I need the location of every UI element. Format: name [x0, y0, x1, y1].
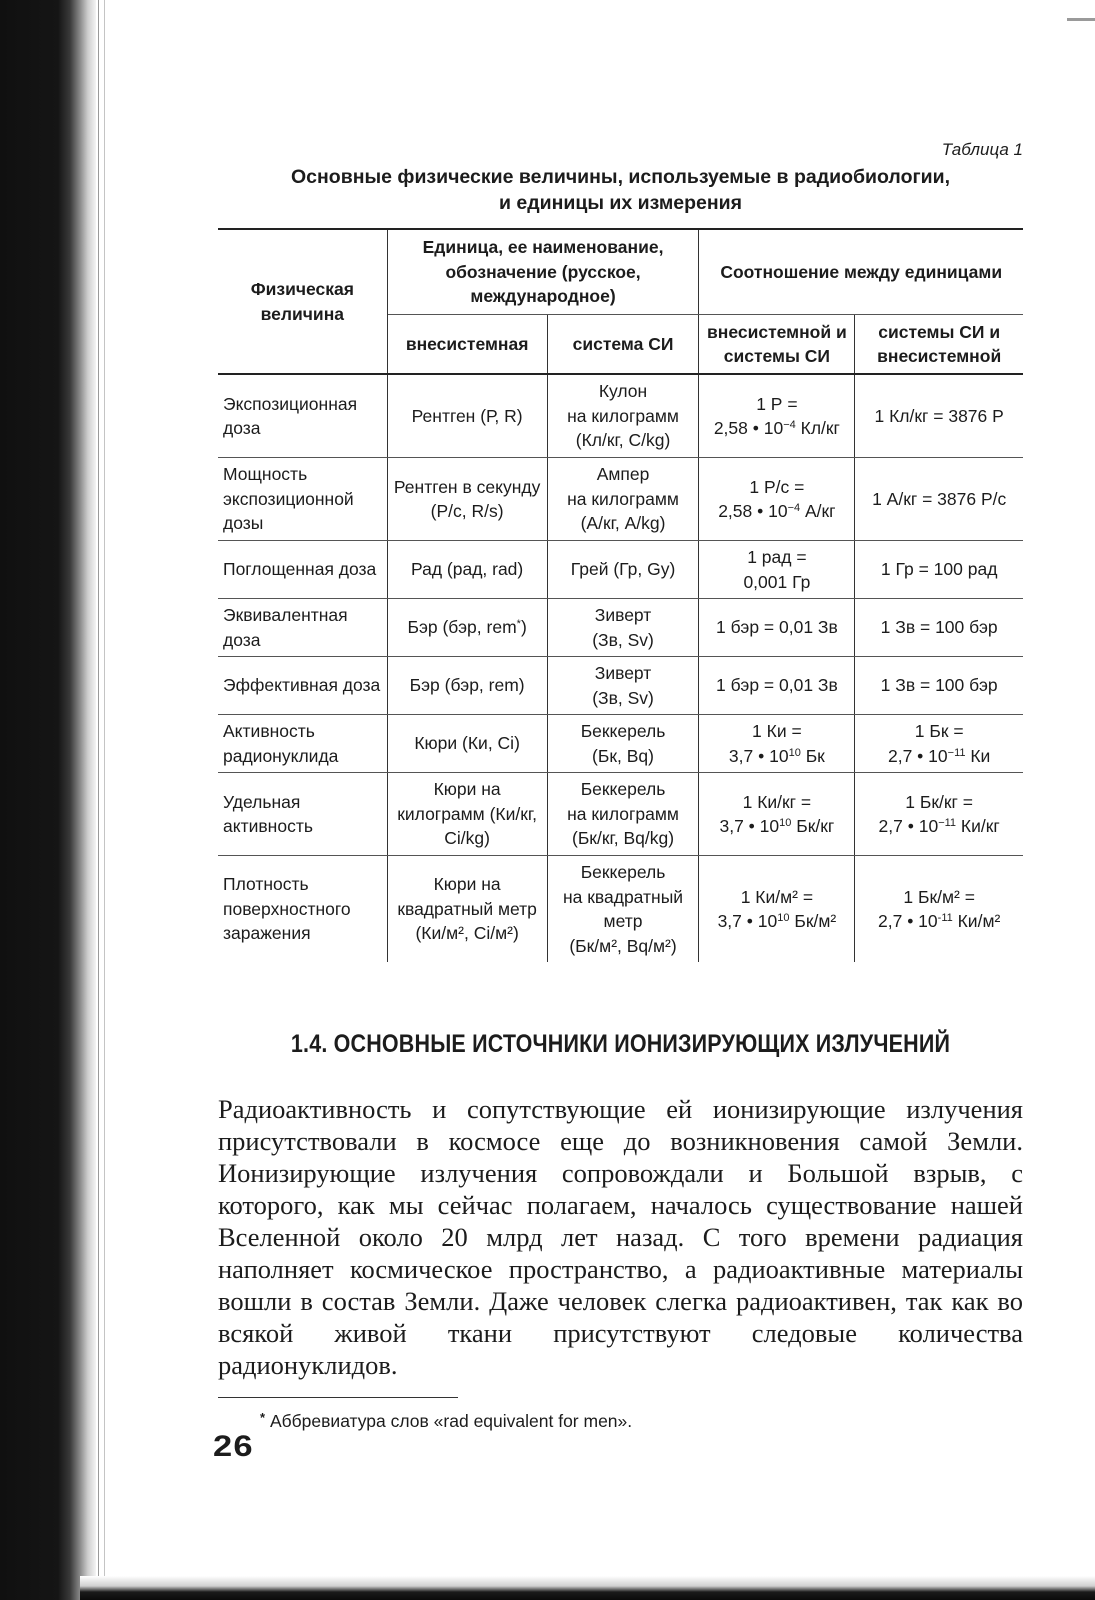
cell-nonsystem-unit: Кюри на килограмм (Ки/кг, Ci/kg): [387, 773, 547, 856]
cell-line: Беккерель: [580, 779, 666, 800]
cell-nonsys-to-si: [699, 773, 855, 856]
unit-text: Бэр (бэр, rem: [407, 617, 517, 638]
section-heading: 1.4. ОСНОВНЫЕ ИСТОЧНИКИ ИОНИЗИРУЮЩИХ ИЗЛУЧЕНИЙ: [290, 1030, 951, 1058]
formula-base: 3,7 • 10: [717, 911, 778, 931]
formula-exponent: −4: [783, 419, 796, 431]
cell-si-to-nonsys: 1 А/кг = 3876 Р/с: [855, 458, 1023, 541]
cell-line: [703, 744, 850, 769]
formula-base: 2,58 • 10: [718, 501, 788, 521]
table-header-row: [218, 229, 1023, 315]
formula-exponent: 10: [779, 817, 792, 829]
table-row: [218, 374, 1023, 458]
cell-quantity: Активность радионуклида: [218, 715, 387, 773]
cell-nonsystem-unit: [387, 599, 547, 657]
cell-nonsystem-unit: Рад (рад, rad): [387, 541, 547, 599]
formula-exponent: −11: [947, 746, 966, 759]
body-paragraph: Радиоактивность и сопутствующие ей ионизирующие излучения присутствовали в космосе еще до возникновения самой Земли. Ионизирующие излучения сопровождали и Большой взрыв, с которого, как мы сейчас полагаем, началось существование нашей Вселенной около 20 млрд лет назад. С того времени радиация наполняет космическое пространство, а радиоактивные материалы вошли в состав Земли. Даже человек слегка радиоактивен, так как во всякой живой ткани присутствуют следовые количества радионуклидов.: [218, 1094, 1023, 1380]
cell-line: на килограмм: [567, 803, 679, 824]
cell-line: (Зв, Sv): [592, 629, 654, 650]
cell-line: Кюри на квадратный метр: [397, 874, 537, 919]
cell-line: 1 Ки/м² =: [740, 886, 814, 907]
table-title-line: и единицы их измерения: [498, 192, 743, 214]
cell-nonsys-to-si: [699, 374, 855, 458]
formula-unit: Ки: [965, 745, 991, 766]
cell-line: [859, 909, 1019, 934]
cell-line: [859, 744, 1019, 769]
formula-unit: А/кг: [800, 501, 836, 521]
cell-quantity: Плотность поверхностного заражения: [218, 856, 387, 963]
cell-line: Зиверт: [594, 663, 652, 683]
cell-line: Ампер: [596, 464, 650, 485]
cell-line: Зиверт: [594, 605, 652, 625]
cell-si-to-nonsys: 1 Зв = 100 бэр: [855, 599, 1023, 657]
formula-unit: Бк: [800, 745, 825, 766]
header-nonsystem: внесистемная: [387, 315, 547, 375]
page-content: [218, 140, 1023, 1432]
formula-exponent: −11: [938, 817, 957, 829]
unit-text: ): [520, 617, 527, 638]
formula-base: 2,7 • 10: [878, 911, 938, 931]
formula-exponent: 10: [777, 912, 790, 924]
cell-line: (Ки/м², Ci/м²): [415, 923, 519, 944]
formula-unit: Кл/кг: [795, 418, 840, 438]
table-title: [218, 164, 1023, 216]
cell-nonsystem-unit: Кюри (Ки, Ci): [387, 715, 547, 773]
cell-line: 1 Бк =: [914, 721, 964, 741]
header-si-to-nonsys: системы СИ и внесистемной: [855, 315, 1023, 375]
cell-nonsys-to-si: [699, 458, 855, 541]
cell-line: (А/кг, A/kg): [580, 513, 666, 534]
formula-exponent: 10: [788, 746, 801, 759]
cell-line: (Бк, Bq): [592, 745, 654, 766]
formula-base: 2,7 • 10: [878, 816, 939, 836]
cell-quantity: Эквивалентная доза: [218, 599, 387, 657]
footnote: [218, 1410, 1023, 1432]
cell-nonsys-to-si: [699, 856, 855, 963]
formula-base: 3,7 • 10: [728, 745, 789, 766]
cell-line: 0,001 Гр: [743, 571, 811, 592]
cell-line: 1 Ки =: [752, 721, 802, 741]
table-row: [218, 657, 1023, 715]
header-unit-group: Единица, ее наименование, обозначение (русское, международное): [387, 229, 699, 315]
cell-line: (Бк/кг, Bq/kg): [572, 828, 675, 849]
header-ratio-group: Соотношение между единицами: [699, 229, 1023, 315]
cell-line: метр: [603, 911, 643, 931]
cell-si-to-nonsys: 1 Гр = 100 рад: [855, 541, 1023, 599]
cell-nonsys-to-si: 1 бэр = 0,01 Зв: [699, 599, 855, 657]
page-edge-line: [104, 0, 105, 1600]
table-row: [218, 458, 1023, 541]
cell-nonsystem-unit: Бэр (бэр, rem): [387, 657, 547, 715]
cell-line: (Кл/кг, C/kg): [575, 430, 671, 451]
cell-nonsystem-unit: Рентген в секунду (Р/с, R/s): [387, 458, 547, 541]
cell-si-unit: [547, 458, 699, 541]
cell-line: [703, 909, 850, 934]
cell-line: [859, 814, 1019, 839]
cell-line: [703, 814, 850, 839]
formula-base: 3,7 • 10: [719, 816, 780, 836]
cell-line: 1 Р =: [756, 393, 798, 414]
table-row: [218, 541, 1023, 599]
cell-line: Беккерель: [580, 862, 666, 882]
cell-line: (Зв, Sv): [592, 687, 654, 708]
cell-nonsystem-unit: [387, 856, 547, 963]
header-si: система СИ: [547, 315, 699, 375]
cell-si-to-nonsys: [855, 715, 1023, 773]
table-label: Таблица 1: [941, 140, 1023, 159]
units-table: [218, 228, 1023, 962]
cell-si-unit: [547, 657, 699, 715]
cell-quantity: Мощность экспозиционной дозы: [218, 458, 387, 541]
cell-line: (Бк/м², Bq/м²): [569, 935, 677, 956]
cell-line: на килограмм: [567, 405, 679, 426]
formula-exponent: −4: [787, 502, 801, 514]
cell-si-unit: [547, 856, 699, 963]
cell-line: 1 Бк/м² =: [903, 886, 975, 907]
table-row: [218, 773, 1023, 856]
cell-quantity: Удельная активность: [218, 773, 387, 856]
page-bottom-edge: [80, 1576, 1095, 1600]
scan-mark: [1067, 18, 1095, 21]
cell-nonsys-to-si: [699, 541, 855, 599]
cell-line: [703, 499, 850, 524]
formula-unit: Ки/кг: [956, 816, 1000, 836]
cell-quantity: Поглощенная доза: [218, 541, 387, 599]
cell-si-to-nonsys: 1 Кл/кг = 3876 Р: [855, 374, 1023, 458]
cell-nonsystem-unit: Рентген (Р, R): [387, 374, 547, 458]
cell-line: Кулон: [598, 381, 648, 402]
table-title-line: Основные физические величины, используемые в радиобиологии,: [291, 166, 950, 188]
page-edge-line: [98, 0, 99, 1600]
cell-si-unit: [547, 599, 699, 657]
cell-line: 1 рад =: [747, 547, 807, 567]
cell-line: на квадратный: [562, 886, 684, 907]
cell-si-to-nonsys: 1 Зв = 100 бэр: [855, 657, 1023, 715]
cell-si-to-nonsys: [855, 773, 1023, 856]
cell-si-to-nonsys: [855, 856, 1023, 963]
cell-si-unit: [547, 773, 699, 856]
cell-nonsys-to-si: 1 бэр = 0,01 Зв: [699, 657, 855, 715]
cell-quantity: Эффективная доза: [218, 657, 387, 715]
formula-unit: Бк/кг: [791, 816, 835, 836]
cell-line: [703, 416, 850, 441]
header-physical-quantity: Физическая величина: [218, 229, 387, 374]
footnote-ref: *: [516, 618, 521, 631]
formula-unit: Бк/м²: [789, 911, 837, 931]
table-row: [218, 599, 1023, 657]
footnote-text: Аббревиатура слов «rad equivalent for men».: [269, 1411, 633, 1431]
cell-line: 1 Ки/кг =: [742, 791, 812, 812]
cell-line: Беккерель: [580, 721, 666, 741]
footnote-rule: [218, 1397, 458, 1398]
book-spine-shadow: [0, 0, 96, 1600]
cell-si-unit: Грей (Гр, Gy): [547, 541, 699, 599]
formula-base: 2,7 • 10: [887, 745, 948, 766]
table-row: [218, 856, 1023, 963]
formula-base: 2,58 • 10: [713, 418, 784, 438]
cell-line: 1 Бк/кг =: [905, 791, 974, 812]
page-number: 26: [213, 1430, 254, 1463]
footnote-marker: *: [260, 1410, 266, 1425]
header-nonsys-to-si: внесистемной и системы СИ: [699, 315, 855, 375]
cell-si-unit: [547, 715, 699, 773]
cell-line: на килограмм: [567, 488, 679, 509]
formula-exponent: -11: [937, 912, 953, 924]
formula-unit: Ки/м²: [952, 911, 1001, 931]
cell-line: 1 Р/с =: [749, 476, 805, 497]
cell-quantity: Экспозиционная доза: [218, 374, 387, 458]
table-row: [218, 715, 1023, 773]
cell-nonsys-to-si: [699, 715, 855, 773]
cell-si-unit: [547, 374, 699, 458]
